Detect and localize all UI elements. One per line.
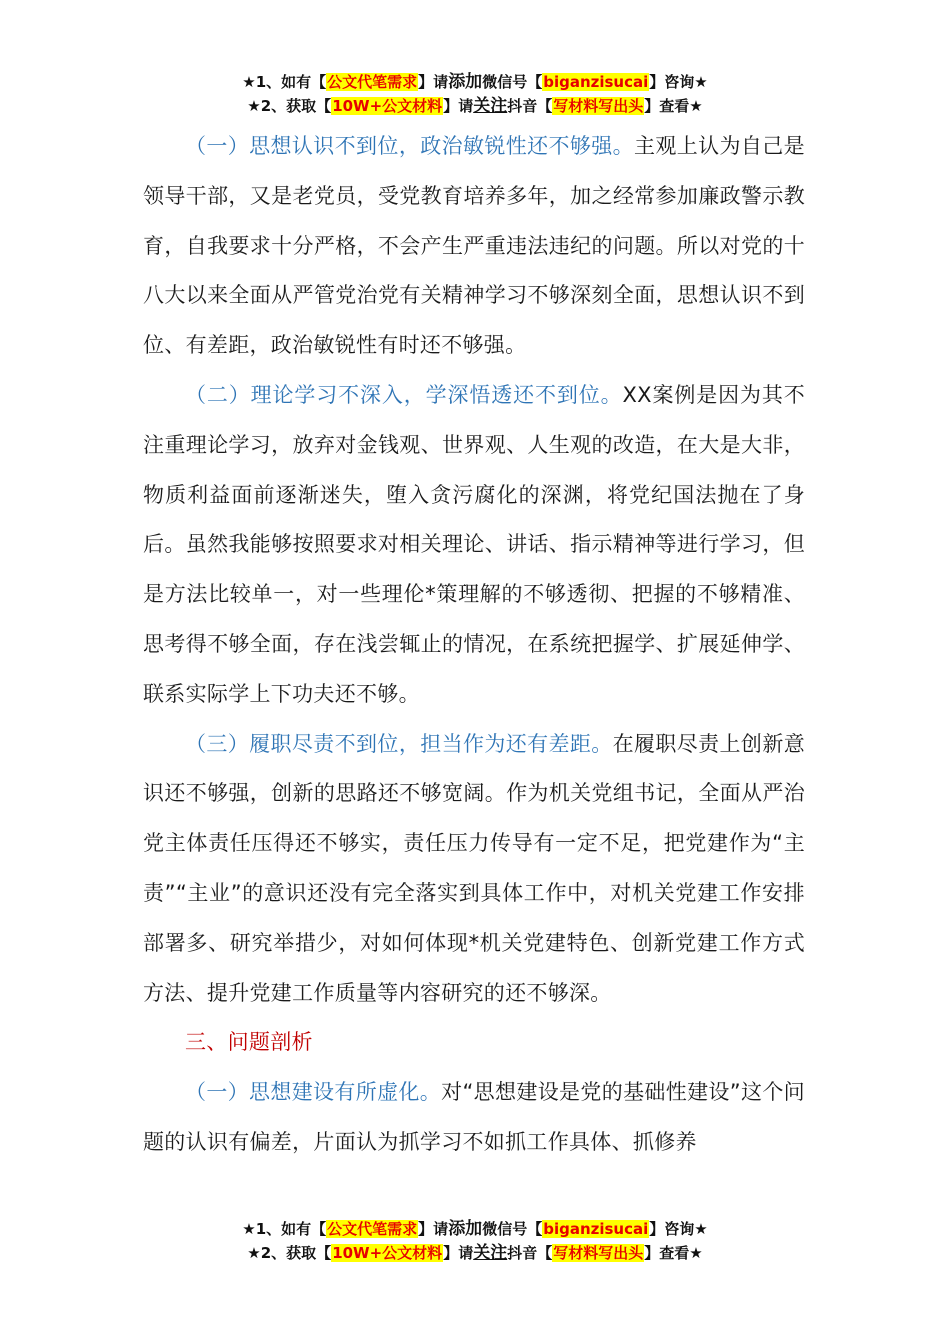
banner-text: 抖音【 bbox=[507, 1244, 553, 1262]
banner-line-1 bbox=[0, 1217, 950, 1241]
highlight-tag: 10W+公文材料 bbox=[332, 97, 443, 115]
banner-line-1 bbox=[0, 70, 950, 94]
douyin-id-highlight: 写材料写出头 bbox=[553, 1244, 644, 1262]
banner-line-2 bbox=[0, 1241, 950, 1265]
banner-emphasis: 关注 bbox=[473, 96, 508, 116]
document-body bbox=[143, 122, 805, 1168]
banner-text: 】请 bbox=[443, 97, 474, 115]
paragraph-text: 在履职尽责上创新意识还不够强，创新的思路还不够宽阔。作为机关党组书记，全面从严治党主体责任压得还不够实，责任压力传导有一定不足，把党建作为“主责”“主业”的意识还没有完全落实到具体工作中，对机关党建工作安排部署多、研究举措少，对如何体现*机关党建特色、创新党建工作方式方法、提升党建工作质量等内容研究的还不够深。 bbox=[143, 731, 805, 1005]
wechat-id-highlight: biganzisucai bbox=[543, 1220, 649, 1238]
banner-text: 微信号【 bbox=[482, 1220, 543, 1238]
banner-emphasis: 添加 bbox=[448, 72, 483, 92]
section-heading: 三、问题剖析 bbox=[185, 1030, 313, 1055]
paragraph-3 bbox=[143, 720, 805, 1019]
highlight-tag: 公文代笔需求 bbox=[327, 1220, 418, 1238]
paragraph-lead: （一）思想建设有所虚化。 bbox=[185, 1080, 442, 1105]
paragraph-1 bbox=[143, 122, 805, 371]
banner-text: ★1、如有【 bbox=[242, 1220, 327, 1238]
paragraph-lead: （三）履职尽责不到位，担当作为还有差距。 bbox=[185, 731, 613, 756]
banner-text: 】咨询★ bbox=[649, 73, 708, 91]
paragraph-text: 主观上认为自己是领导干部，又是老党员，受党教育培养多年，加之经常参加廉政警示教育，自我要求十分严格，不会产生严重违法违纪的问题。所以对党的十八大以来全面从严管党治党有关精神学习不够深刻全面，思想认识不到位、有差距，政治敏锐性有时还不够强。 bbox=[143, 134, 805, 358]
banner-text: 】查看★ bbox=[644, 1244, 703, 1262]
banner-text: ★2、获取【 bbox=[247, 1244, 332, 1262]
banner-text: 抖音【 bbox=[507, 97, 553, 115]
banner-text: 】请 bbox=[443, 1244, 474, 1262]
banner-text: 】请 bbox=[418, 73, 449, 91]
paragraph-text: 对“思想建设是党的基础性建设”这个问题的认识有偏差，片面认为抓学习不如抓工作具体、抓修养 bbox=[143, 1080, 805, 1154]
banner-text: 微信号【 bbox=[482, 73, 543, 91]
paragraph-2 bbox=[143, 371, 805, 720]
footer-banner bbox=[0, 1217, 950, 1265]
highlight-tag: 10W+公文材料 bbox=[332, 1244, 443, 1262]
banner-line-2 bbox=[0, 94, 950, 118]
header-banner bbox=[0, 70, 950, 118]
banner-text: 】查看★ bbox=[644, 97, 703, 115]
paragraph-lead: （一）思想认识不到位，政治敏锐性还不够强。 bbox=[185, 134, 635, 158]
banner-emphasis: 关注 bbox=[473, 1243, 508, 1263]
wechat-id-highlight: biganzisucai bbox=[543, 73, 649, 91]
banner-text: ★1、如有【 bbox=[242, 73, 327, 91]
banner-text: 】请 bbox=[418, 1220, 449, 1238]
douyin-id-highlight: 写材料写出头 bbox=[553, 97, 644, 115]
paragraph-lead: （二）理论学习不深入，学深悟透还不到位。 bbox=[185, 382, 623, 407]
highlight-tag: 公文代笔需求 bbox=[327, 73, 418, 91]
paragraph-text: XX案例是因为其不注重理论学习，放弃对金钱观、世界观、人生观的改造，在大是大非，物质利益面前逐渐迷失，堕入贪污腐化的深渊，将党纪国法抛在了身后。虽然我能够按照要求对相关理论、讲话、指示精神等进行学习，但是方法比较单一，对一些理伦*策理解的不够透彻、把握的不够精准、思考得不够全面，存在浅尝辄止的情况，在系统把握学、扩展延伸学、联系实际学上下功夫还不够。 bbox=[143, 382, 805, 706]
banner-emphasis: 添加 bbox=[448, 1219, 483, 1239]
banner-text: ★2、获取【 bbox=[247, 97, 332, 115]
banner-text: 】咨询★ bbox=[649, 1220, 708, 1238]
paragraph-4 bbox=[143, 1068, 805, 1168]
